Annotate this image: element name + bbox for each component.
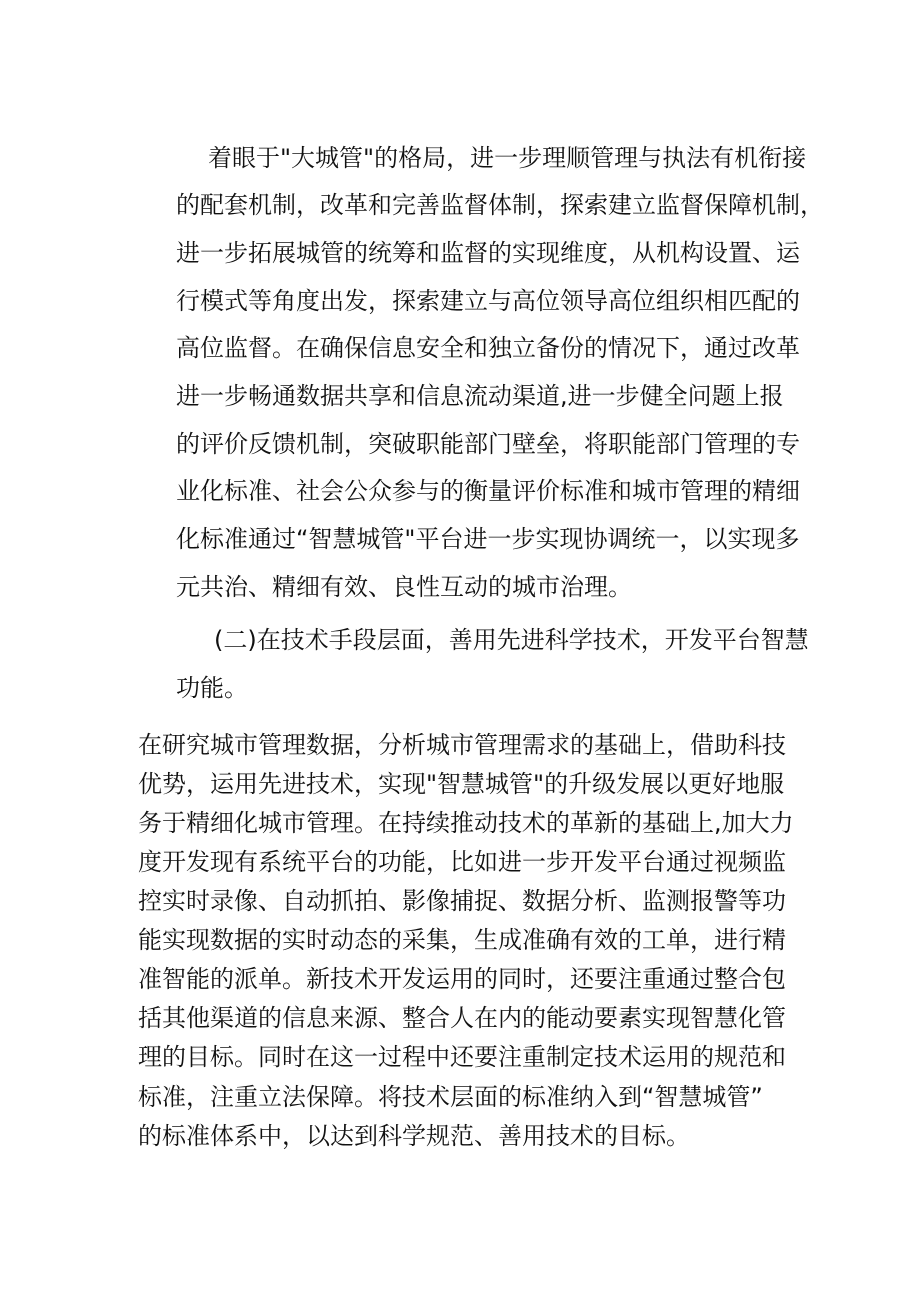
paragraph1-line-1: 着眼于"大城管"的格局，进一步理顺管理与执法有机衔接 [208,144,807,172]
paragraph1-line-2: 的配套机制，改革和完善监督体制，探索建立监督保障机制， [176,191,824,219]
paragraph2-line-11: 的标准体系中，以达到科学规范、善用技术的目标。 [138,1122,690,1150]
paragraph2-line-4: 度开发现有系统平台的功能，比如进一步开发平台通过视频监 [138,848,786,876]
section-heading-line-2: 功能。 [176,674,248,702]
paragraph1-line-7: 的评价反馈机制，突破职能部门壁垒，将职能部门管理的专 [176,430,800,458]
paragraph1-line-6: 进一步畅通数据共享和信息流动渠道,进一步健全问题上报 [176,382,784,410]
paragraph2-line-8: 括其他渠道的信息来源、整合人在内的能动要素实现智慧化管 [138,1004,786,1032]
paragraph2-line-2: 优势，运用先进技术，实现"智慧城管"的升级发展以更好地服 [138,770,785,798]
paragraph2-line-9: 理的目标。同时在这一过程中还要注重制定技术运用的规范和 [138,1043,786,1071]
paragraph2-line-10: 标准，注重立法保障。将技术层面的标准纳入到“智慧城管” [138,1083,763,1111]
paragraph2-line-6: 能实现数据的实时动态的采集，生成准确有效的工单，进行精 [138,926,786,954]
paragraph1-line-4: 行模式等角度出发，探索建立与高位领导高位组织相匹配的 [176,287,800,315]
paragraph2-line-7: 准智能的派单。新技术开发运用的同时，还要注重通过整合包 [138,965,786,993]
paragraph1-line-10: 元共治、精细有效、良性互动的城市治理。 [176,573,632,601]
paragraph1-line-3: 进一步拓展城管的统筹和监督的实现维度，从机构设置、运 [176,239,800,267]
paragraph1-line-8: 业化标准、社会公众参与的衡量评价标准和城市管理的精细 [176,477,800,505]
paragraph2-line-3: 务于精细化城市管理。在持续推动技术的革新的基础上,加大力 [138,809,794,837]
paragraph1-line-9: 化标准通过“智慧城管"平台进一步实现协调统一，以实现多 [176,525,800,553]
section-heading-line-1: (二)在技术手段层面，善用先进科学技术，开发平台智慧 [214,626,809,654]
paragraph1-line-5: 高位监督。在确保信息安全和独立备份的情况下，通过改革 [176,334,800,362]
paragraph2-line-1: 在研究城市管理数据，分析城市管理需求的基础上，借助科技 [138,731,786,759]
paragraph2-line-5: 控实时录像、自动抓拍、影像捕捉、数据分析、监测报警等功 [138,887,786,915]
